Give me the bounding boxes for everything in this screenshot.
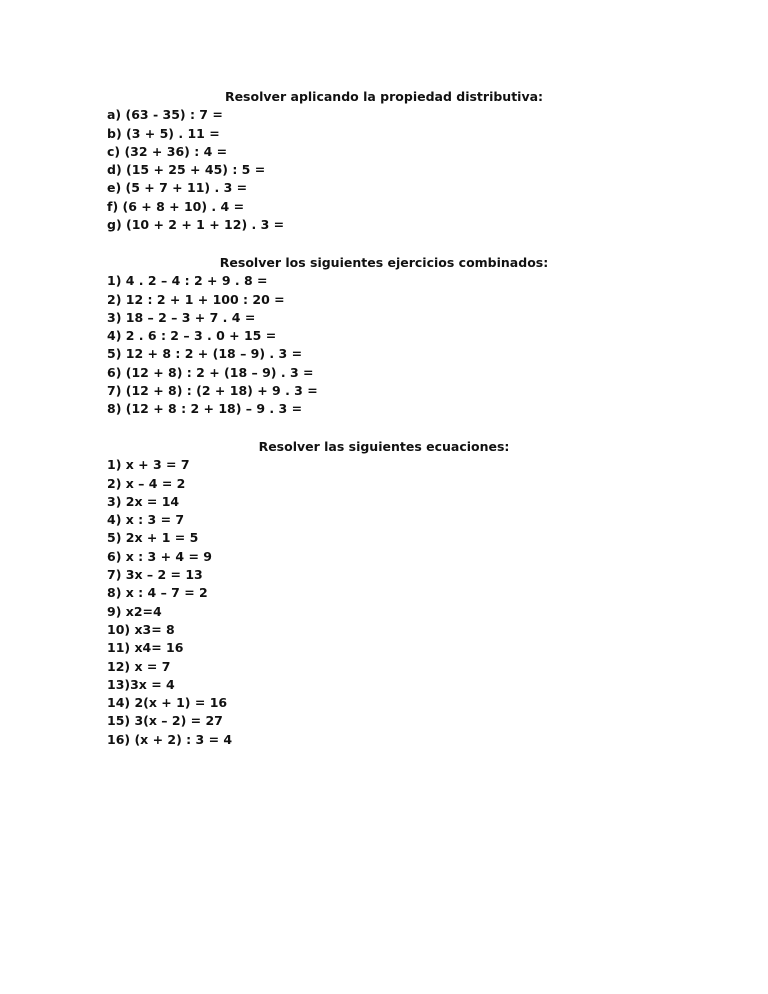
equation-item: 5) 2x + 1 = 5: [107, 530, 199, 546]
section-title: Resolver los siguientes ejercicios combinados:: [219, 255, 549, 270]
equation-item: 7) 3x – 2 = 13: [107, 567, 203, 583]
equation-item: 11) x4= 16: [107, 640, 184, 656]
equation-item: 10) x3= 8: [107, 621, 175, 637]
exercise-item: 4) 2 . 6 : 2 – 3 . 0 + 15 =: [107, 328, 277, 344]
equation-item: 4) x : 3 = 7: [107, 512, 185, 528]
exercise-item: 3) 18 – 2 – 3 + 7 . 4 =: [107, 309, 256, 325]
equation-item: 1) x + 3 = 7: [107, 457, 190, 473]
exercise-item: e) (5 + 7 + 11) . 3 =: [107, 180, 248, 196]
exercise-item: 1) 4 . 2 – 4 : 2 + 9 . 8 =: [107, 273, 268, 289]
section-combined-exercises: [107, 254, 661, 419]
equation-item: 2) x – 4 = 2: [107, 475, 186, 491]
exercise-item: 2) 12 : 2 + 1 + 100 : 20 =: [107, 291, 285, 307]
equation-item: 12) x = 7: [107, 658, 171, 674]
exercise-item: c) (32 + 36) : 4 =: [107, 143, 228, 159]
exercise-item: 5) 12 + 8 : 2 + (18 – 9) . 3 =: [107, 346, 303, 362]
exercise-item: a) (63 - 35) : 7 =: [107, 107, 223, 123]
exercise-item: g) (10 + 2 + 1 + 12) . 3 =: [107, 217, 285, 233]
exercise-item: 6) (12 + 8) : 2 + (18 – 9) . 3 =: [107, 364, 314, 380]
exercise-item: d) (15 + 25 + 45) : 5 =: [107, 162, 266, 178]
section-title: Resolver aplicando la propiedad distributiva:: [224, 89, 544, 104]
equation-item: 9) x2=4: [107, 603, 162, 619]
equation-item: 14) 2(x + 1) = 16: [107, 695, 228, 711]
section-title: Resolver las siguientes ecuaciones:: [258, 439, 510, 454]
exercise-item: 7) (12 + 8) : (2 + 18) + 9 . 3 =: [107, 383, 318, 399]
exercise-item: f) (6 + 8 + 10) . 4 =: [107, 198, 245, 214]
equation-item: 16) (x + 2) : 3 = 4: [107, 731, 233, 747]
section-distributive-property: [107, 88, 661, 234]
equation-item: 13)3x = 4: [107, 676, 175, 692]
exercise-item: b) (3 + 5) . 11 =: [107, 125, 220, 141]
equation-item: 6) x : 3 + 4 = 9: [107, 548, 212, 564]
equation-item: 15) 3(x – 2) = 27: [107, 713, 223, 729]
equation-item: 8) x : 4 – 7 = 2: [107, 585, 208, 601]
section-equations: [107, 438, 661, 749]
exercise-item: 8) (12 + 8 : 2 + 18) – 9 . 3 =: [107, 401, 303, 417]
equation-item: 3) 2x = 14: [107, 493, 180, 509]
